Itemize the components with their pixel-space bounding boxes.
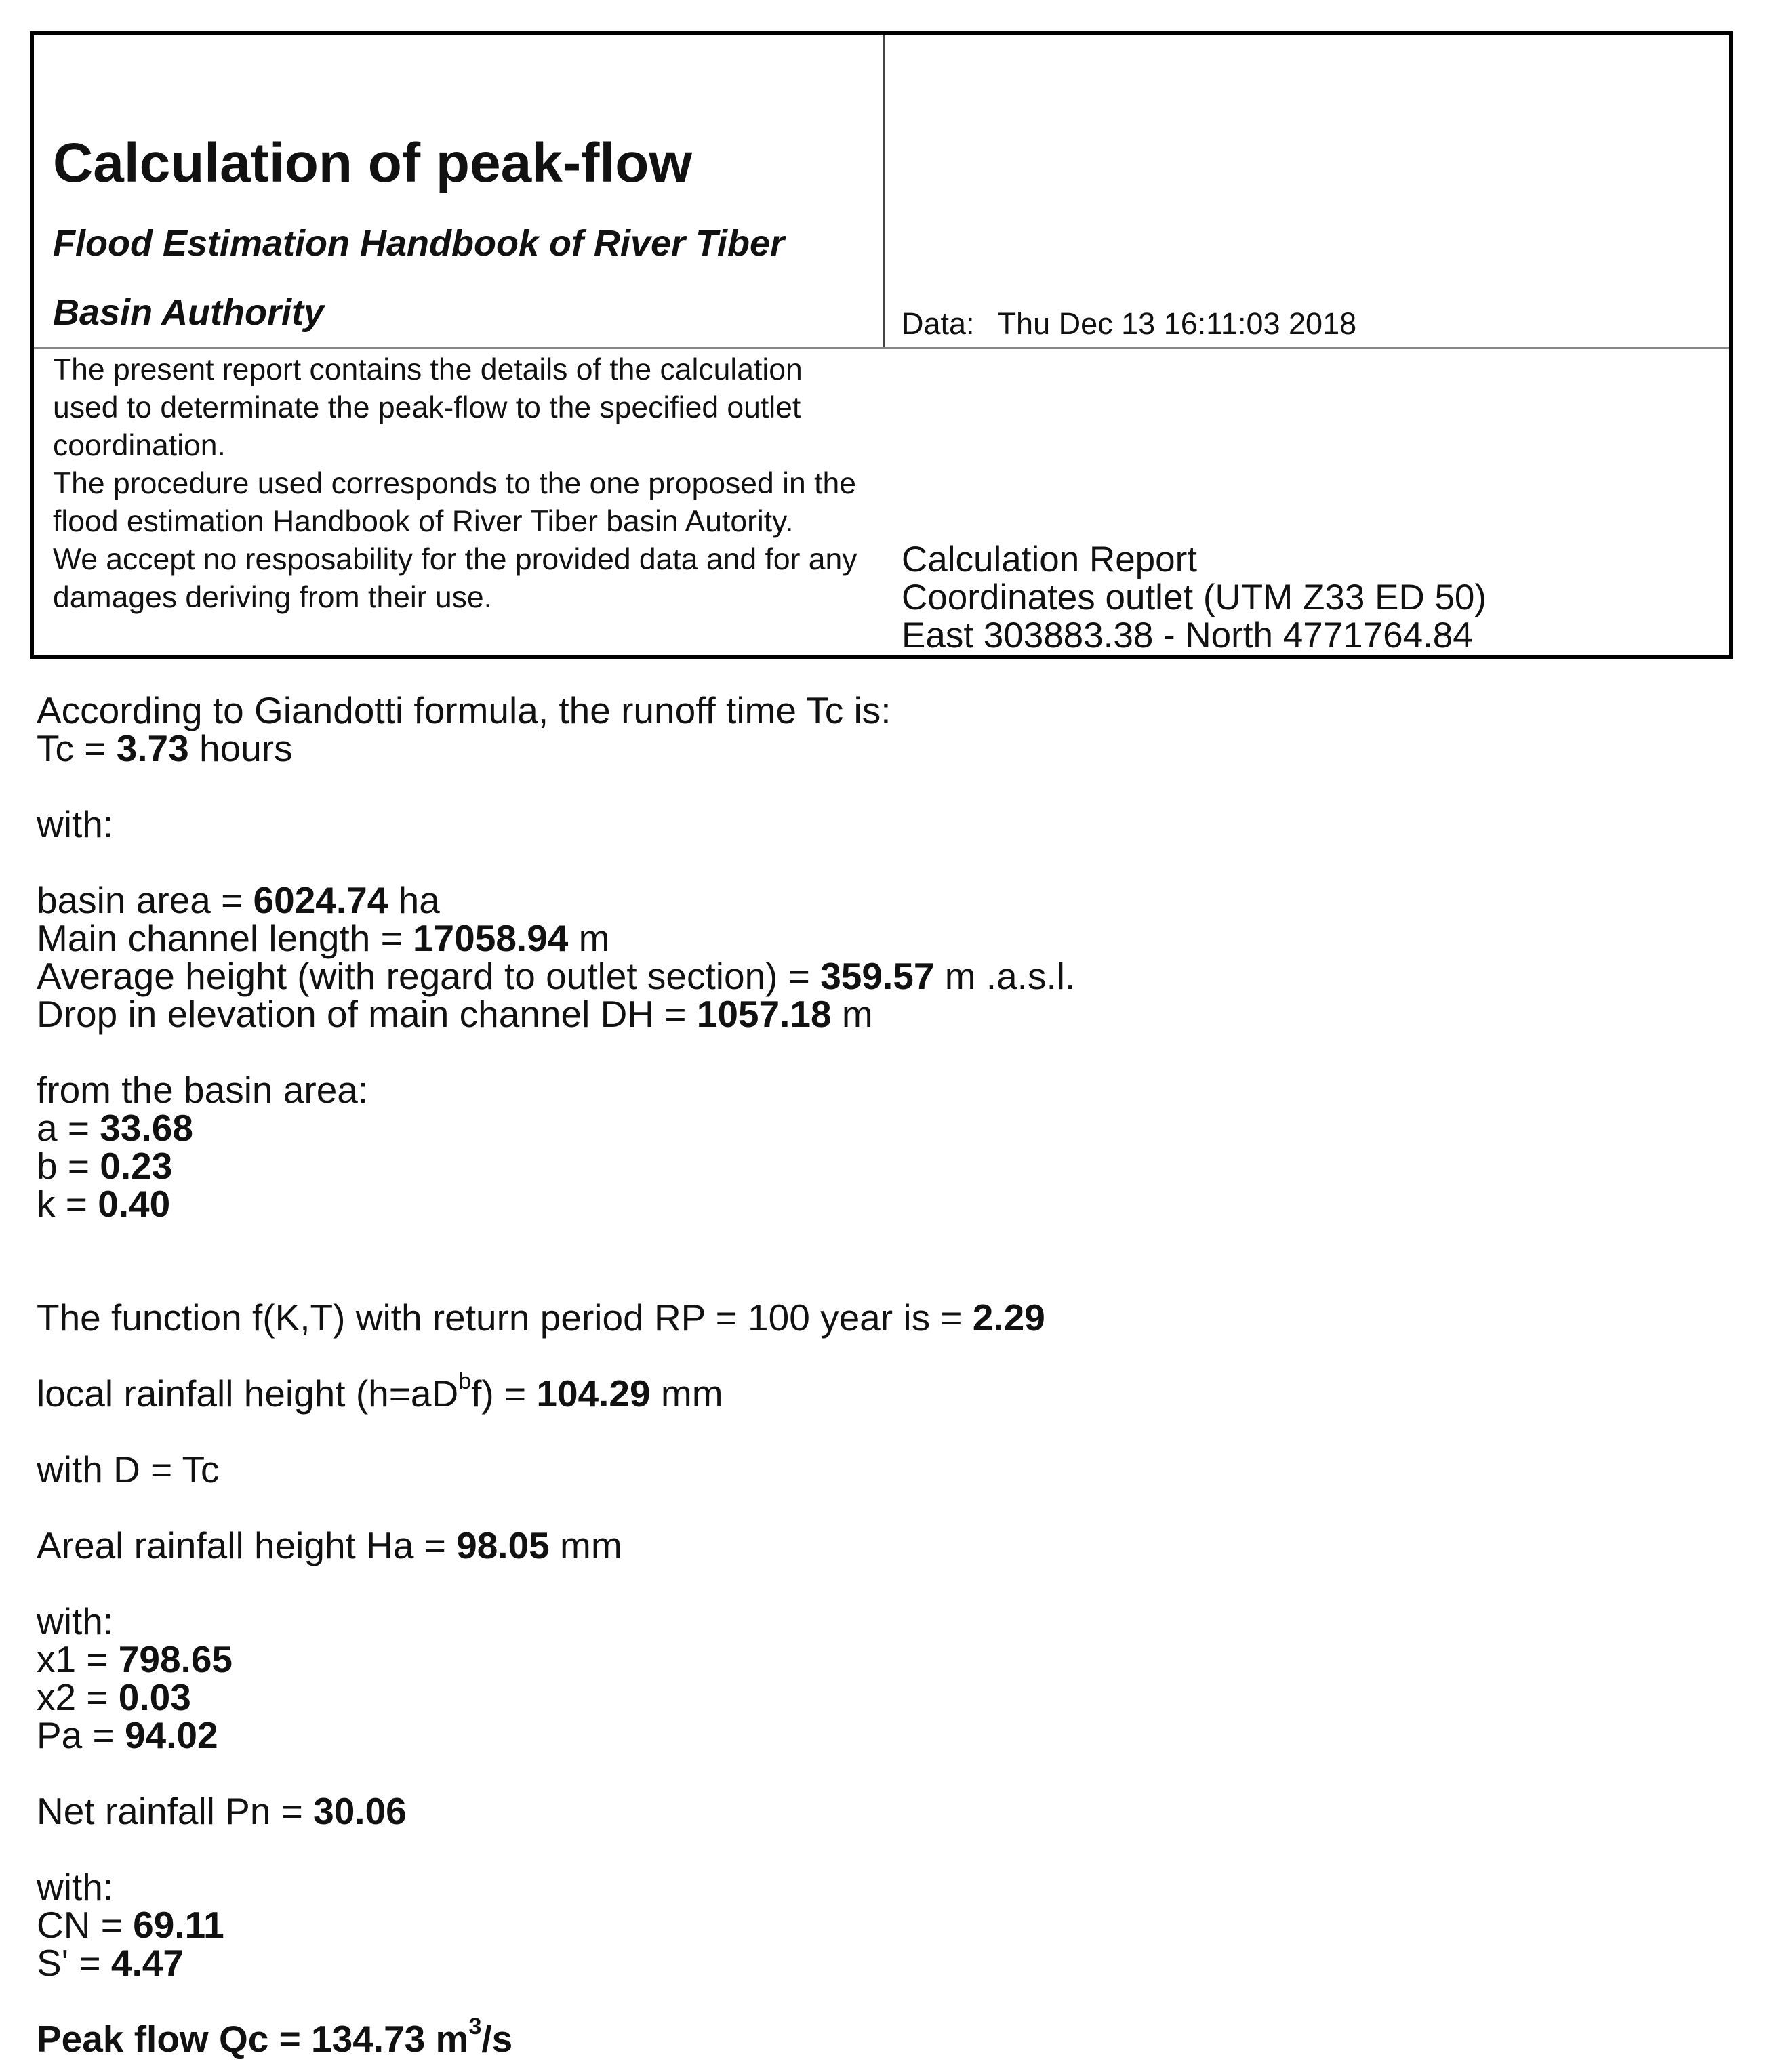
tc-value: 3.73	[116, 727, 189, 769]
runoff-time: Tc = 3.73 hours	[37, 727, 293, 769]
coefficient-b: b = 0.23	[37, 1145, 173, 1187]
s-value: 4.47	[110, 1942, 184, 1984]
duration-note: with D = Tc	[37, 1448, 220, 1490]
coefficient-k: k = 0.40	[37, 1183, 171, 1225]
coordinate-system: Coordinates outlet (UTM Z33 ED 50)	[902, 577, 1487, 617]
coefficient-a-value: 33.68	[100, 1107, 193, 1149]
x2-value: 0.03	[118, 1676, 191, 1718]
with-label: with:	[37, 1866, 114, 1908]
growth-function-value: 2.29	[972, 1297, 1045, 1339]
report-header-box	[30, 31, 1733, 659]
peak-flow-result: Peak flow Qc = 134.73 $m^3/s$	[37, 2014, 513, 2060]
with-label: with:	[37, 1600, 114, 1642]
report-info	[902, 541, 1487, 655]
coefficient-a: a = 33.68	[37, 1107, 193, 1149]
elevation-drop-value: 1057.18	[696, 993, 832, 1035]
handbook-subtitle: Flood Estimation Handbook of River Tiber	[53, 223, 785, 264]
vertical-divider	[883, 35, 885, 347]
description-paragraph: The procedure used corresponds to the one proposed in the flood estimation Handbook of River Tiber basin Autority.	[53, 467, 856, 538]
x1-value: 798.65	[118, 1638, 233, 1680]
average-height-value: 359.57	[820, 955, 935, 997]
areal-rainfall: Areal rainfall height Ha = 98.05 mm	[37, 1524, 622, 1566]
s-param: S' = 4.47	[37, 1942, 184, 1984]
runoff-intro: According to Giandotti formula, the runoff time Tc is:	[37, 689, 891, 731]
peak-flow-value: 134.73	[311, 2018, 426, 2060]
coefficient-b-value: 0.23	[100, 1145, 173, 1187]
authority-subtitle: Basin Authority	[53, 292, 325, 333]
report-description	[53, 351, 866, 617]
report-type: Calculation Report	[902, 540, 1198, 580]
horizontal-divider	[34, 347, 1729, 349]
date-value: Thu Dec 13 16:11:03 2018	[997, 306, 1357, 341]
net-rainfall: Net rainfall Pn = 30.06	[37, 1790, 407, 1832]
date-label: Data:	[902, 306, 975, 341]
pa-param: Pa = 94.02	[37, 1714, 218, 1756]
outlet-coordinates: East 303883.38 - North 4771764.84	[902, 615, 1473, 655]
pa-value: 94.02	[124, 1714, 218, 1756]
local-rainfall-value: 104.29	[536, 1373, 651, 1415]
channel-length-value: 17058.94	[412, 917, 569, 959]
x2-param: x2 = 0.03	[37, 1676, 191, 1718]
cn-value: 69.11	[133, 1904, 224, 1946]
description-paragraph: We accept no resposability for the provided data and for any damages deriving from their use.	[53, 543, 857, 614]
calculation-body	[37, 691, 1663, 2058]
coefficients-intro: from the basin area:	[37, 1069, 369, 1111]
basin-area: basin area = 6024.74 ha	[37, 879, 440, 921]
elevation-drop: Drop in elevation of main channel DH = 1057.18 m	[37, 993, 873, 1035]
report-date	[902, 306, 1356, 342]
cn-param: CN = 69.11	[37, 1904, 224, 1946]
coefficient-k-value: 0.40	[98, 1183, 171, 1225]
basin-area-value: 6024.74	[253, 879, 388, 921]
net-rainfall-value: 30.06	[313, 1790, 407, 1832]
local-rainfall: local rainfall height $(h=aD^bf) = 104.29$ mm	[37, 1368, 723, 1415]
channel-length: Main channel length = 17058.94 m	[37, 917, 610, 959]
average-height: Average height (with regard to outlet section) = 359.57 m .a.s.l.	[37, 955, 1076, 997]
report-title: Calculation of peak-flow	[53, 132, 693, 194]
growth-function: The function f(K,T) with return period RP = 100 year is = 2.29	[37, 1297, 1045, 1339]
description-paragraph: The present report contains the details of the calculation used to determinate the peak-flow to the specified outlet coordination.	[53, 353, 803, 462]
areal-rainfall-value: 98.05	[456, 1524, 550, 1566]
x1-param: x1 = 798.65	[37, 1638, 233, 1680]
with-label: with:	[37, 803, 114, 845]
